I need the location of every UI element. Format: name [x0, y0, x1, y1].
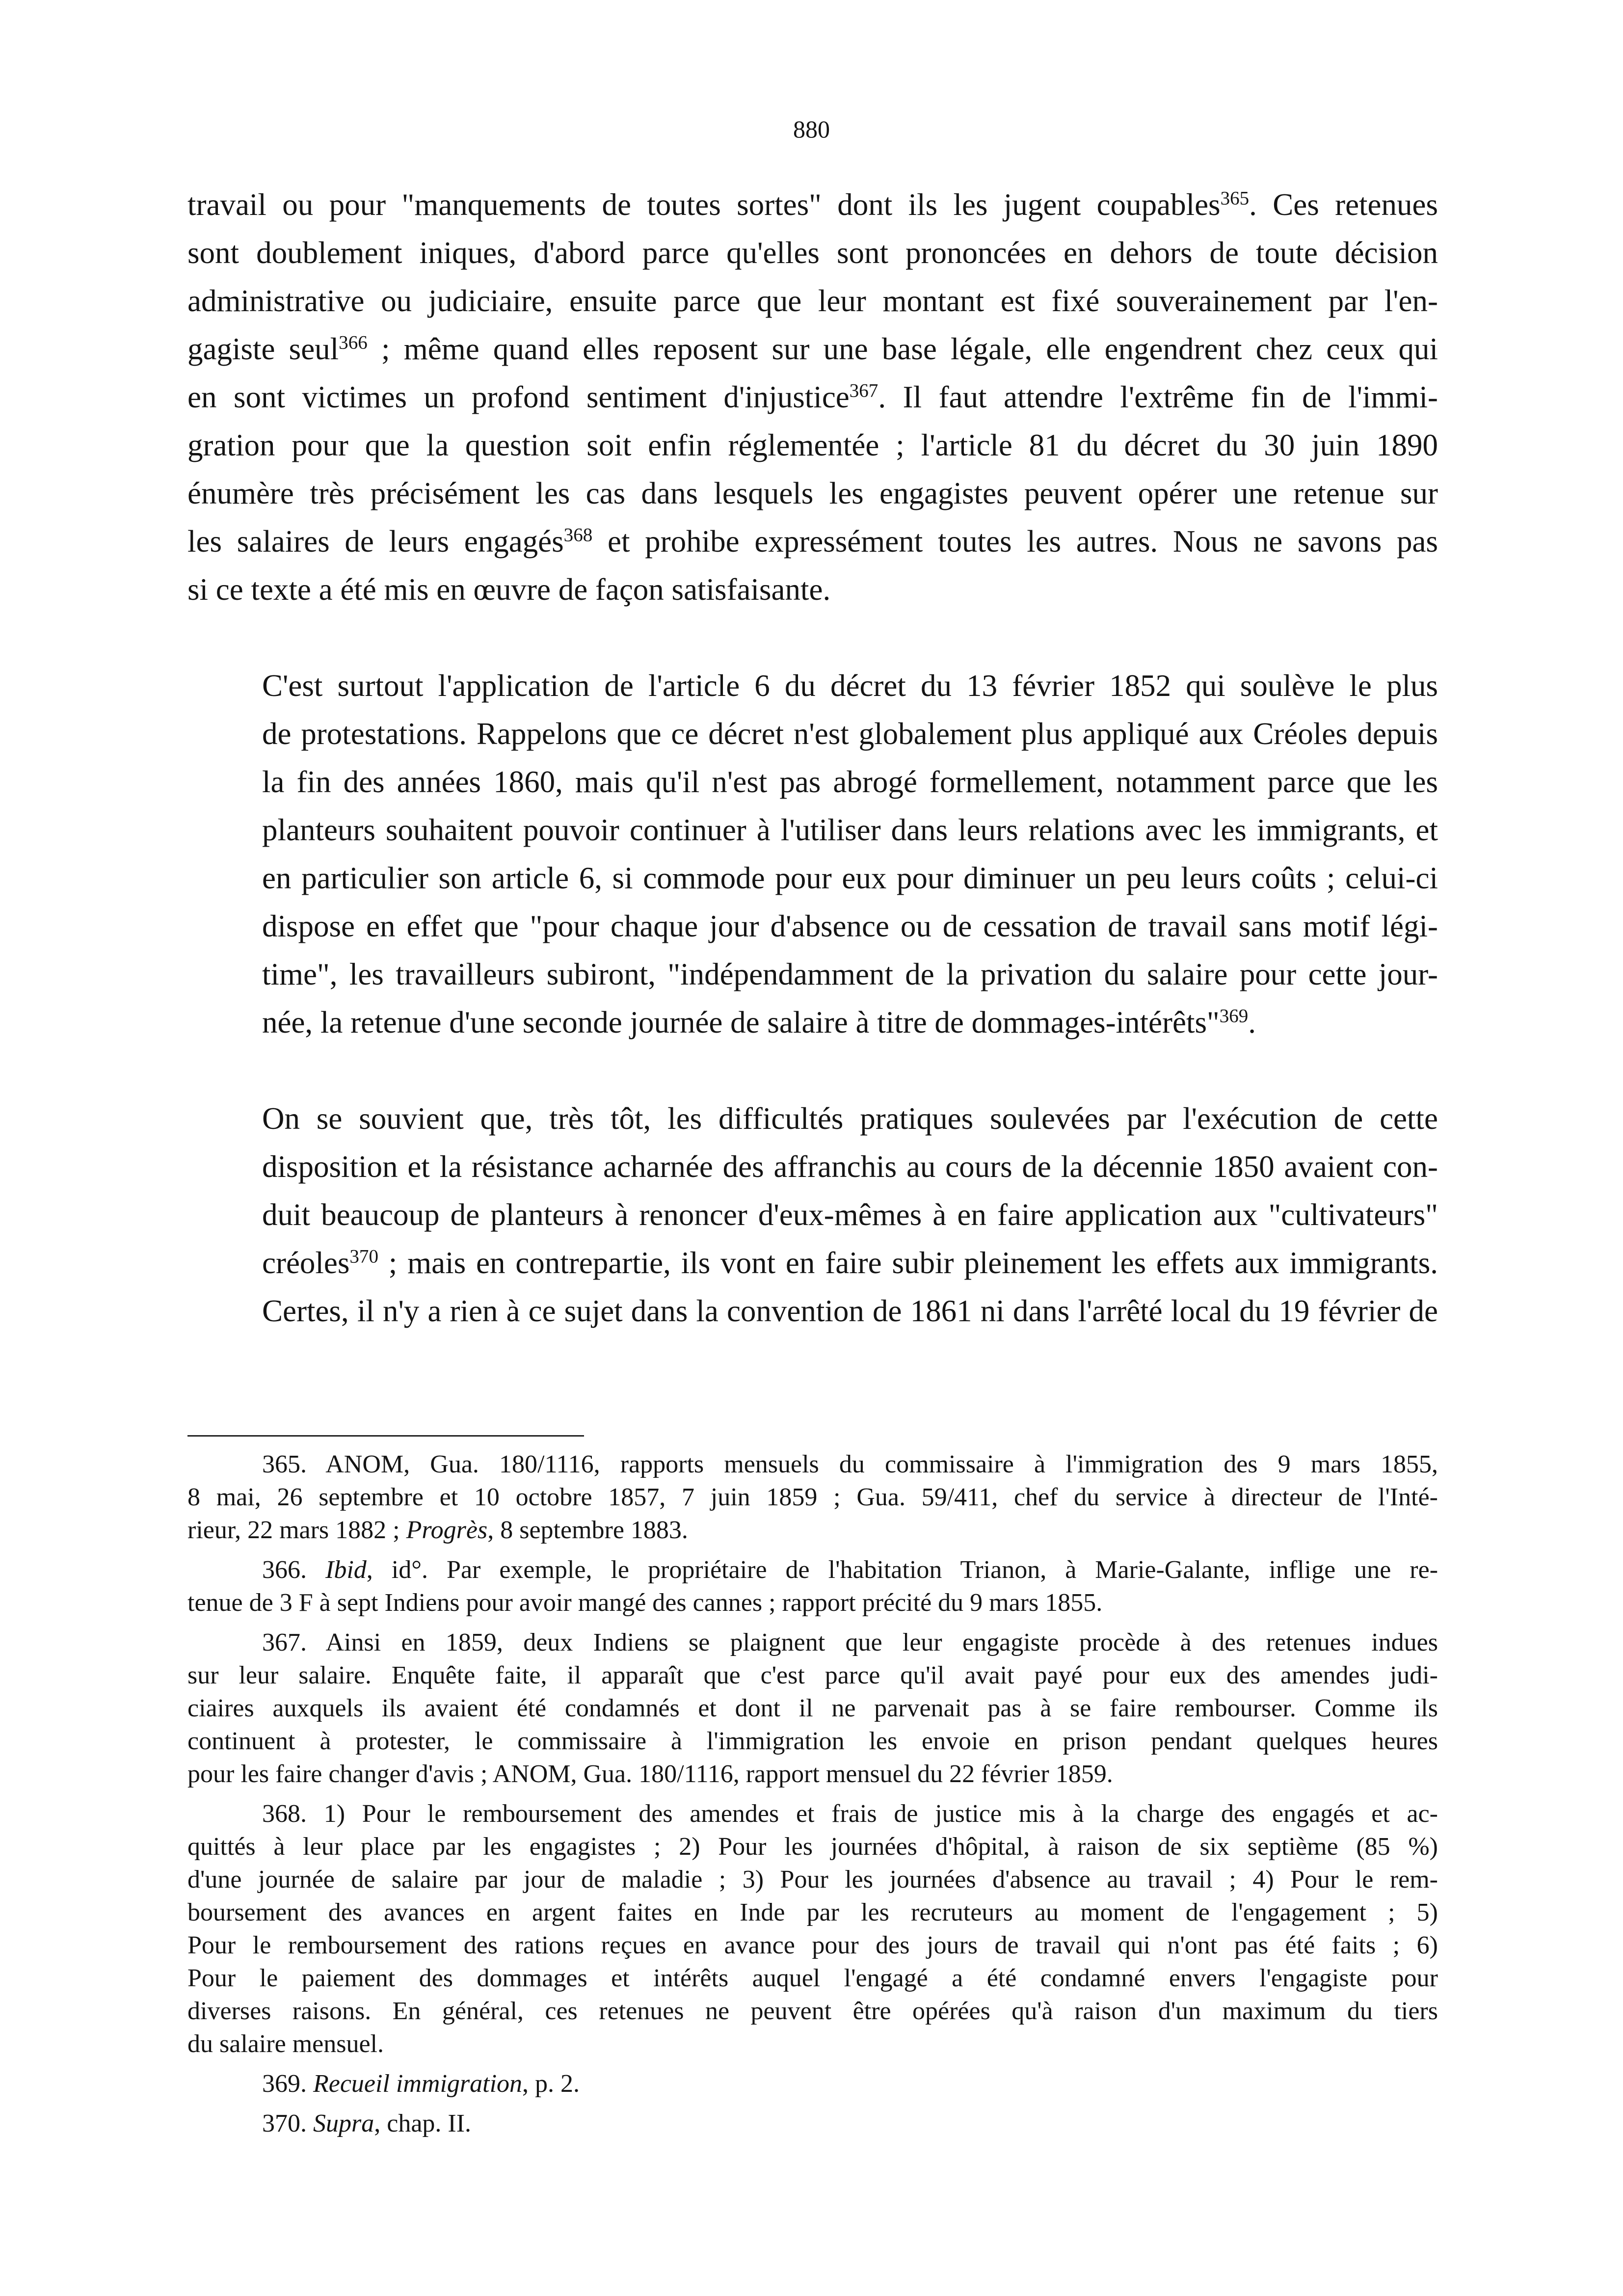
footnote-line: du salaire mensuel. [187, 2030, 384, 2058]
footnote [187, 1797, 1438, 2060]
footnote-reference: 370 [349, 1246, 378, 1267]
footnote [187, 1448, 1438, 1547]
page-number: 880 [793, 115, 830, 143]
text-line: gagiste seul$^{366}$ ; même quand elles reposent sur une base légale, elle engendrent chez ceux qui [187, 332, 1438, 366]
text-line: gration pour que la question soit enfin réglementée ; l'article 81 du décret du 30 juin 1890 [187, 428, 1438, 462]
footnote-line: 368. 1) Pour le remboursement des amendes et frais de justice mis à la charge des engagés et ac- [262, 1800, 1438, 1828]
footnote-line: 369. Recueil immigration, p. 2. [262, 2070, 580, 2098]
footnote-reference: 368 [563, 524, 593, 546]
text-line: née, la retenue d'une seconde journée de salaire à titre de dommages-intérêts"$^{369}$. [262, 1005, 1256, 1040]
footnote-line: 370. Supra, chap. II. [262, 2109, 472, 2137]
footnote-separator [187, 1435, 584, 1437]
text-line: travail ou pour "manquements de toutes sortes" dont ils les jugent coupables$^{365}$. Ces retenues [187, 187, 1438, 222]
footnote-reference: 367 [849, 380, 878, 401]
footnote-line: diverses raisons. En général, ces retenues ne peuvent être opérées qu'à raison d'un maximum du tiers [187, 1997, 1438, 2025]
footnote-line: Pour le paiement des dommages et intérêts auquel l'engagé a été condamné envers l'engagiste pour [187, 1964, 1438, 1992]
text-line: time", les travailleurs subiront, "indépendamment de la privation du salaire pour cette jour- [262, 957, 1438, 991]
text-line: C'est surtout l'application de l'article 6 du décret du 13 février 1852 qui soulève le plus [262, 668, 1438, 703]
footnote-reference: 369 [1219, 1005, 1249, 1027]
text-line: en sont victimes un profond sentiment d'injustice$^{367}$. Il faut attendre l'extrême fin de l'immi- [187, 380, 1438, 414]
italic-title: Ibid [325, 1556, 367, 1584]
footnote-reference: 366 [339, 332, 368, 353]
footnote-line: tenue de 3 F à sept Indiens pour avoir mangé des cannes ; rapport précité du 9 mars 1855. [187, 1589, 1103, 1617]
text-line: Certes, il n'y a rien à ce sujet dans la convention de 1861 ni dans l'arrêté local du 19 février de [262, 1294, 1438, 1328]
footnote [187, 1553, 1438, 1619]
footnote-line: 367. Ainsi en 1859, deux Indiens se plaignent que leur engagiste procède à des retenues indues [262, 1629, 1438, 1656]
text-line: énumère très précisément les cas dans lesquels les engagistes peuvent opérer une retenue sur [187, 476, 1438, 510]
paragraph [187, 181, 1438, 614]
footnote-line: sur leur salaire. Enquête faite, il apparaît que c'est parce qu'il avait payé pour eux des amendes judi- [187, 1661, 1438, 1689]
footnote-line: ciaires auxquels ils avaient été condamnés et dont il ne parvenait pas à se faire rembourser. Comme ils [187, 1694, 1438, 1722]
text-line: dispose en effet que "pour chaque jour d'absence ou de cessation de travail sans motif légi- [262, 909, 1438, 943]
text-line: en particulier son article 6, si commode pour eux pour diminuer un peu leurs coûts ; celui-ci [262, 861, 1438, 895]
text-line: si ce texte a été mis en œuvre de façon satisfaisante. [187, 572, 831, 607]
footnote-line: 366. Ibid, id°. Par exemple, le propriétaire de l'habitation Trianon, à Marie-Galante, inflige une re- [262, 1556, 1438, 1584]
text-line: administrative ou judiciaire, ensuite parce que leur montant est fixé souverainement par l'en- [187, 284, 1438, 318]
text-line: disposition et la résistance acharnée des affranchis au cours de la décennie 1850 avaient con- [262, 1149, 1438, 1184]
text-line: On se souvient que, très tôt, les difficultés pratiques soulevées par l'exécution de cette [262, 1101, 1438, 1136]
text-line: planteurs souhaitent pouvoir continuer à l'utiliser dans leurs relations avec les immigrants, et [262, 813, 1438, 847]
italic-title: Progrès [406, 1516, 488, 1544]
paragraph [187, 1095, 1438, 1335]
footnote-line: Pour le remboursement des rations reçues en avance pour des jours de travail qui n'ont pas été faits ; 6) [187, 1931, 1438, 1959]
text-line: les salaires de leurs engagés$^{368}$ et prohibe expressément toutes les autres. Nous ne savons pas [187, 524, 1438, 559]
footnotes [187, 1448, 1438, 2147]
text-line: sont doublement iniques, d'abord parce qu'elles sont prononcées en dehors de toute décision [187, 236, 1438, 270]
footnote-line: quittés à leur place par les engagistes ; 2) Pour les journées d'hôpital, à raison de six septième (85 %) [187, 1833, 1438, 1861]
body-text [187, 181, 1438, 1335]
text-line: de protestations. Rappelons que ce décret n'est globalement plus appliqué aux Créoles depuis [262, 717, 1438, 751]
text-line: créoles$^{370}$ ; mais en contrepartie, ils vont en faire subir pleinement les effets aux immigrants. [262, 1246, 1438, 1280]
footnote-line: continuent à protester, le commissaire à l'immigration les envoie en prison pendant quelques heures [187, 1727, 1438, 1755]
footnote-reference: 365 [1220, 187, 1250, 209]
footnote-line: 365. ANOM, Gua. 180/1116, rapports mensuels du commissaire à l'immigration des 9 mars 1855, [262, 1450, 1438, 1478]
footnote-line: boursement des avances en argent faites en Inde par les recruteurs au moment de l'engagement ; 5) [187, 1898, 1438, 1926]
footnote-line: rieur, 22 mars 1882 ; Progrès, 8 septembre 1883. [187, 1516, 688, 1544]
footnote-line: d'une journée de salaire par jour de maladie ; 3) Pour les journées d'absence au travail ; 4) Pour le rem- [187, 1866, 1438, 1894]
italic-title: Recueil immigration [313, 2070, 523, 2098]
text-line: la fin des années 1860, mais qu'il n'est pas abrogé formellement, notamment parce que les [262, 765, 1438, 799]
footnote [187, 2067, 1438, 2100]
text-line: duit beaucoup de planteurs à renoncer d'eux-mêmes à en faire application aux "cultivateurs" [262, 1198, 1438, 1232]
footnote [187, 1626, 1438, 1790]
footnote-line: 8 mai, 26 septembre et 10 octobre 1857, 7 juin 1859 ; Gua. 59/411, chef du service à directeur de l'Inté- [187, 1483, 1438, 1511]
italic-title: Supra [313, 2109, 374, 2137]
footnote [187, 2107, 1438, 2140]
footnote-line: pour les faire changer d'avis ; ANOM, Gua. 180/1116, rapport mensuel du 22 février 1859. [187, 1760, 1113, 1788]
paragraph [187, 662, 1438, 1046]
